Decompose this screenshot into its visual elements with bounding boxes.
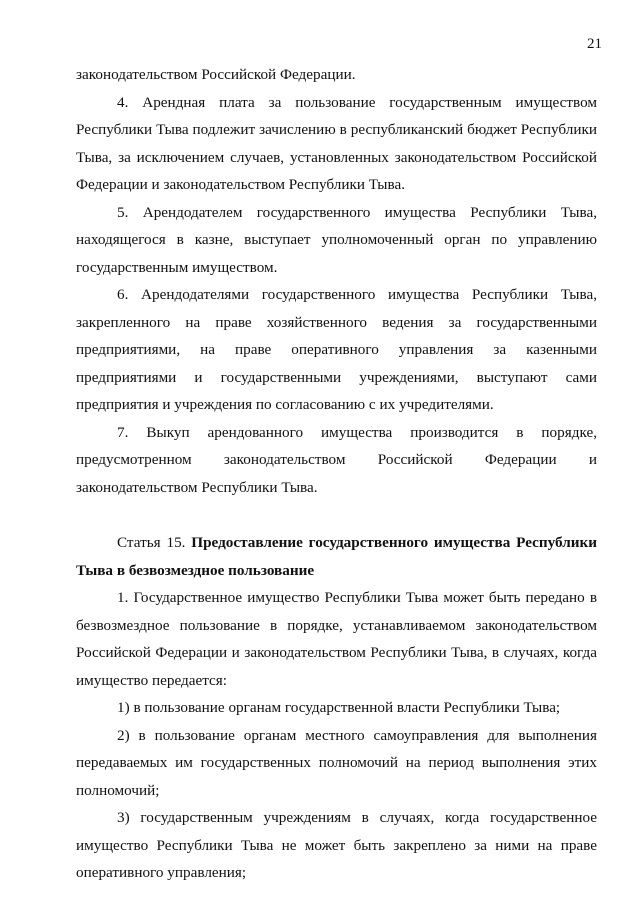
document-body (76, 61, 597, 887)
article-label: Статья 15. (117, 534, 186, 551)
list-item-2: 2) в пользование органам местного самоуправления для выполнения передаваемых им государственных полномочий на период выполнения этих полномочий; (76, 726, 597, 799)
paragraph-continuation: законодательством Российской Федерации. (76, 66, 356, 83)
article-heading (76, 529, 597, 584)
page-number: 21 (587, 36, 602, 52)
paragraph-item-4: 4. Арендная плата за пользование государственным имуществом Республики Тыва подлежит зачислению в республиканский бюджет Республики Тыва, за исключением случаев, установленных законодательством Российской Федерации и законодательством Республики Тыва. (76, 93, 597, 193)
article-spacer (76, 501, 597, 529)
list-item-1: 1) в пользование органам государственной власти Республики Тыва; (117, 699, 561, 716)
paragraph-article-item-1: 1. Государственное имущество Республики Тыва может быть передано в безвозмездное пользование в порядке, устанавливаемом законодательством Российской Федерации и законодательством Республики Тыва, в случаях, когда имущество передается: (76, 589, 597, 689)
paragraph-item-5: 5. Арендодателем государственного имущества Республики Тыва, находящегося в казне, выступает уполномоченный орган по управлению государственным имуществом. (76, 203, 597, 276)
list-item-3: 3) государственным учреждениям в случаях, когда государственное имущество Республики Тыва не может быть закреплено за ними на праве оперативного управления; (76, 809, 597, 881)
paragraph-item-6: 6. Арендодателями государственного имущества Республики Тыва, закрепленного на праве хозяйственного ведения за государственными предприятиями, на праве оперативного управления за казенными предприятиями и государственными учреждениями, выступают сами предприятия и учреждения по согласованию с их учредителями. (76, 286, 597, 413)
article-title: Предоставление государственного имущества Республики Тыва в безвозмездное пользование (76, 534, 597, 579)
paragraph-item-7: 7. Выкуп арендованного имущества производится в порядке, предусмотренном законодательством Российской Федерации и законодательством Республики Тыва. (76, 423, 597, 496)
